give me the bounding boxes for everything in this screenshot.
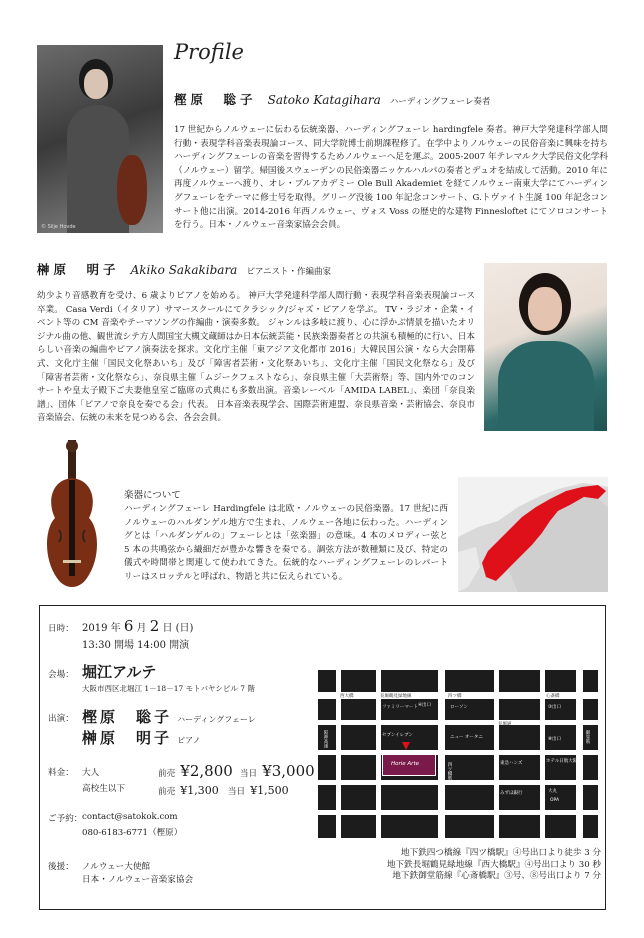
map-label-tokyu-hands: 東急ハンズ — [500, 761, 523, 766]
access-info — [281, 848, 601, 883]
event-date — [82, 617, 193, 635]
map-label-nishi-ohashi: 西大橋 — [340, 694, 354, 699]
venue-map — [318, 670, 598, 838]
norway-map — [458, 477, 608, 592]
performer2-photo — [484, 263, 607, 431]
event-performer2 — [82, 727, 200, 748]
map-label-hotel-nikko: ホテル日航大阪 — [546, 759, 578, 764]
map-road — [540, 670, 545, 838]
instrument-text: ハーディングフェーレ Hardingfele は北欧・ノルウェーの民俗楽器。17 世紀に西ノルウェーのハルダンゲル地方で生まれ、ノルウェー各地に伝わった。ハーディングとは「ハルダンゲルの」フェーレとは「弦楽器」の意味。4 本のメロディー弦と 5 本の共鳴弦から繊細だが豊かな響きを奏でる。調弦方法が数種類に及び、特定の儀式や時間帯と関連して使われてきた。伝統的なハーディングフェーレのレパートリーはスロッテルと呼ばれ、物語と共に伝えられている。 — [124, 504, 448, 582]
reserve-email[interactable]: contact@satokok.com — [82, 812, 178, 822]
map-road — [494, 670, 499, 838]
venue-address: 大阪市西区北堀江 1－18－17 モトバヤシビル 7 階 — [82, 684, 255, 693]
photo-credit: © Silje Hovde — [41, 224, 76, 230]
venue-marker — [382, 754, 436, 776]
map-label-mizuho: みずほ銀行 — [500, 791, 523, 796]
map-road — [318, 780, 598, 785]
performer1-role: ハーディングフェーレ奏者 — [389, 97, 491, 107]
fee-label: 料金： — [48, 768, 74, 778]
map-label-exit4: ④出口 — [418, 703, 432, 708]
support-label: 後援： — [48, 862, 74, 872]
student-door-label: 当日 — [227, 787, 246, 797]
event-time: 13:30 開場 14:00 開演 — [82, 640, 190, 651]
access-line-2: 地下鉄長堀鶴見緑地線『西大橋駅』④号出口より 30 秒 — [386, 859, 601, 870]
performer2-role: ピアニスト・作編曲家 — [246, 267, 332, 277]
venue-name: 堀江アルテ — [82, 663, 157, 681]
event-performer1-role: ハーディングフェーレ — [177, 715, 256, 724]
event-performer2-role: ピアノ — [177, 736, 201, 745]
instrument-heading: 楽器について — [124, 490, 181, 501]
map-label-seven-eleven: セブンイレブン — [382, 733, 413, 738]
event-performer1 — [82, 706, 256, 727]
adult-prices — [158, 761, 315, 780]
performer2-bio: 幼少より音感教育を受け、6 歳よりピアノを始める。 神戸大学発達科学部人間行動・表現学科音楽表現論コース卒業。 Casa Verdi（イタリア）サマースクールにてクラシック/ジャズ・ピアノを学ぶ。 TV・ラジオ・企業・イベント等の CM 音楽やテーマソングの作編曲・演奏多数。 ジャンルは多岐に渡り、心に浮かぶ情景を描いたオリジナル曲の他、観世流シテ方人間国宝大槻文蔵師はか日本伝統芸能・民族楽器奏者との共演も積極的に行い、日本らしい音楽の編曲やピアノ演奏法を探求。文化庁主催「東アジア文化都市 2016」大韓民国公演・なら大会閉幕式、文化庁主催「国民文化祭あいち」及び「障害者芸術・文化祭あいち」、文化庁主催「国民文化祭なら」及び「障害者芸術・文化祭なら」、奈良県主催「ムジークフェストなら」、奈良県主催「大芸術祭」等、国内外でのコンサートや皇太子殿下ご夫妻他皇室ご臨席の式典にも多数出演。音楽レーベル「AMIDA LABEL」、楽団「奈良楽譜」、団体「ピアノで奈良を奏でる会」代表。 日本音楽表現学会、国際芸術連盟、奈良県音楽・芸術協会、奈良市音楽協会、伝統の未来を見つめる会、各会会員。 — [37, 291, 475, 424]
student-advance-label: 前売 — [158, 787, 176, 797]
event-performer2-name: 榊原 明子 — [82, 729, 173, 747]
map-label-hanshin: 阪神高速 — [323, 730, 328, 748]
date-weekday: 日 (日) — [159, 623, 194, 634]
support-org1: ノルウェー大使館 — [82, 862, 151, 872]
date-label: 日時： — [48, 624, 74, 634]
map-road-yotsubashi — [438, 670, 445, 838]
map-label-mido-suji: 御堂筋 — [585, 730, 590, 744]
map-road — [318, 720, 598, 725]
access-line-1: 地下鉄四つ橋線『四ツ橋駅』④号出口より徒歩 3 分 — [401, 848, 601, 858]
map-label-nagahori-dori: 長堀通 — [498, 722, 512, 727]
performer1-bio: 17 世紀からノルウェーに伝わる伝統楽器、ハーディングフェーレ hardingfele 奏者。神戸大学発達科学部人間行動・表現学科音楽表現論コース、同大学院博士前期課程修了。在学中よりノルウェーの民俗音楽に興味を持ちハーディングフェーレの音楽を習得するためノルウェーへ足を運ぶ。2005-2007 年テレマルク大学民俗文化学科（ノルウェー）留学。帰国後スウェーデンの民俗楽器ニッケルハルパの奏者とデュオを結成して活動。2010 年に再度ノルウェーへ渡り、オレ・ブルアカデミー Ole Bull Akademiet を経てノルウェー南東大学にてハーディングフェーレをテーマに修士号を取得。グリーグ没後 100 年記念コンサート、G.トヴァイト生誕 100 年記念コンサート他に出演。2014-2016 年西ノルウェー、ヴォス Voss の歴史的な建物 Finnesloftet にてソロコンサートを行う。日本・ノルウェー音楽家協会会員。 — [174, 125, 608, 231]
map-label-opa: OPA — [550, 798, 560, 803]
map-label-yotsubashi: 四ツ橋 — [448, 694, 462, 699]
student-advance-price: ¥1,300 — [180, 784, 219, 797]
date-month-suffix: 月 — [133, 623, 150, 634]
map-road — [318, 810, 598, 815]
performer2-name-jp: 榊原 明子 — [37, 262, 120, 277]
map-road — [318, 750, 598, 755]
performer2-name-en: Akiko Sakakibara — [130, 263, 238, 277]
performer1-photo — [37, 45, 163, 233]
map-label-family-mart: ファミリーマート — [382, 705, 418, 710]
map-label-shinsaibashi: 心斎橋 — [546, 694, 560, 699]
map-label-exit8: ⑧出口 — [548, 737, 562, 742]
map-label-daimaru: 大丸 — [548, 789, 557, 794]
venue-marker-label: Horie Arte — [391, 761, 419, 767]
date-month: 6 — [123, 617, 134, 635]
map-label-new-otani: ニュー オータニ — [450, 735, 483, 740]
performer1-name-line — [174, 89, 490, 108]
support-org2: 日本・ノルウェー音楽家協会 — [82, 875, 194, 885]
date-year: 2019 年 — [82, 623, 124, 634]
adult-door-label: 当日 — [239, 769, 258, 779]
date-day: 2 — [149, 617, 160, 635]
reserve-phone: 080-6183-6771（樫原） — [82, 828, 183, 838]
student-door-price: ¥1,500 — [250, 784, 289, 797]
hardingfele-photo — [37, 440, 107, 595]
adult-door-price: ¥3,000 — [262, 762, 315, 780]
map-label-yotsubashi-suji: 四ツ橋筋 — [447, 762, 452, 780]
performer1-name-jp: 樫原 聡子 — [174, 92, 257, 107]
reserve-label: ご予約： — [48, 814, 83, 824]
event-performer1-name: 樫原 聡子 — [82, 708, 173, 726]
adult-advance-price: ¥2,800 — [180, 762, 233, 780]
map-label-nagahori-line: 長堀鶴見緑地線 — [380, 694, 412, 699]
performers-label: 出演： — [48, 714, 74, 724]
profile-heading: Profile — [174, 40, 244, 64]
adult-advance-label: 前売 — [158, 769, 176, 779]
performer2-name-line — [37, 259, 331, 278]
venue-label: 会場： — [48, 670, 74, 680]
map-label-exit3: ③出口 — [548, 705, 562, 710]
performer1-name-en: Satoko Katagihara — [267, 93, 381, 107]
fiddle-shape — [117, 155, 147, 225]
student-prices — [158, 779, 289, 798]
student-label: 高校生以下 — [82, 784, 125, 794]
map-pin-icon — [402, 742, 410, 750]
access-line-3: 地下鉄御堂筋線『心斎橋駅』③号、⑧号出口より 7 分 — [392, 871, 601, 881]
map-road-midosuji — [576, 670, 583, 838]
map-label-lawson: ローソン — [450, 705, 468, 710]
adult-label: 大人 — [82, 768, 100, 778]
